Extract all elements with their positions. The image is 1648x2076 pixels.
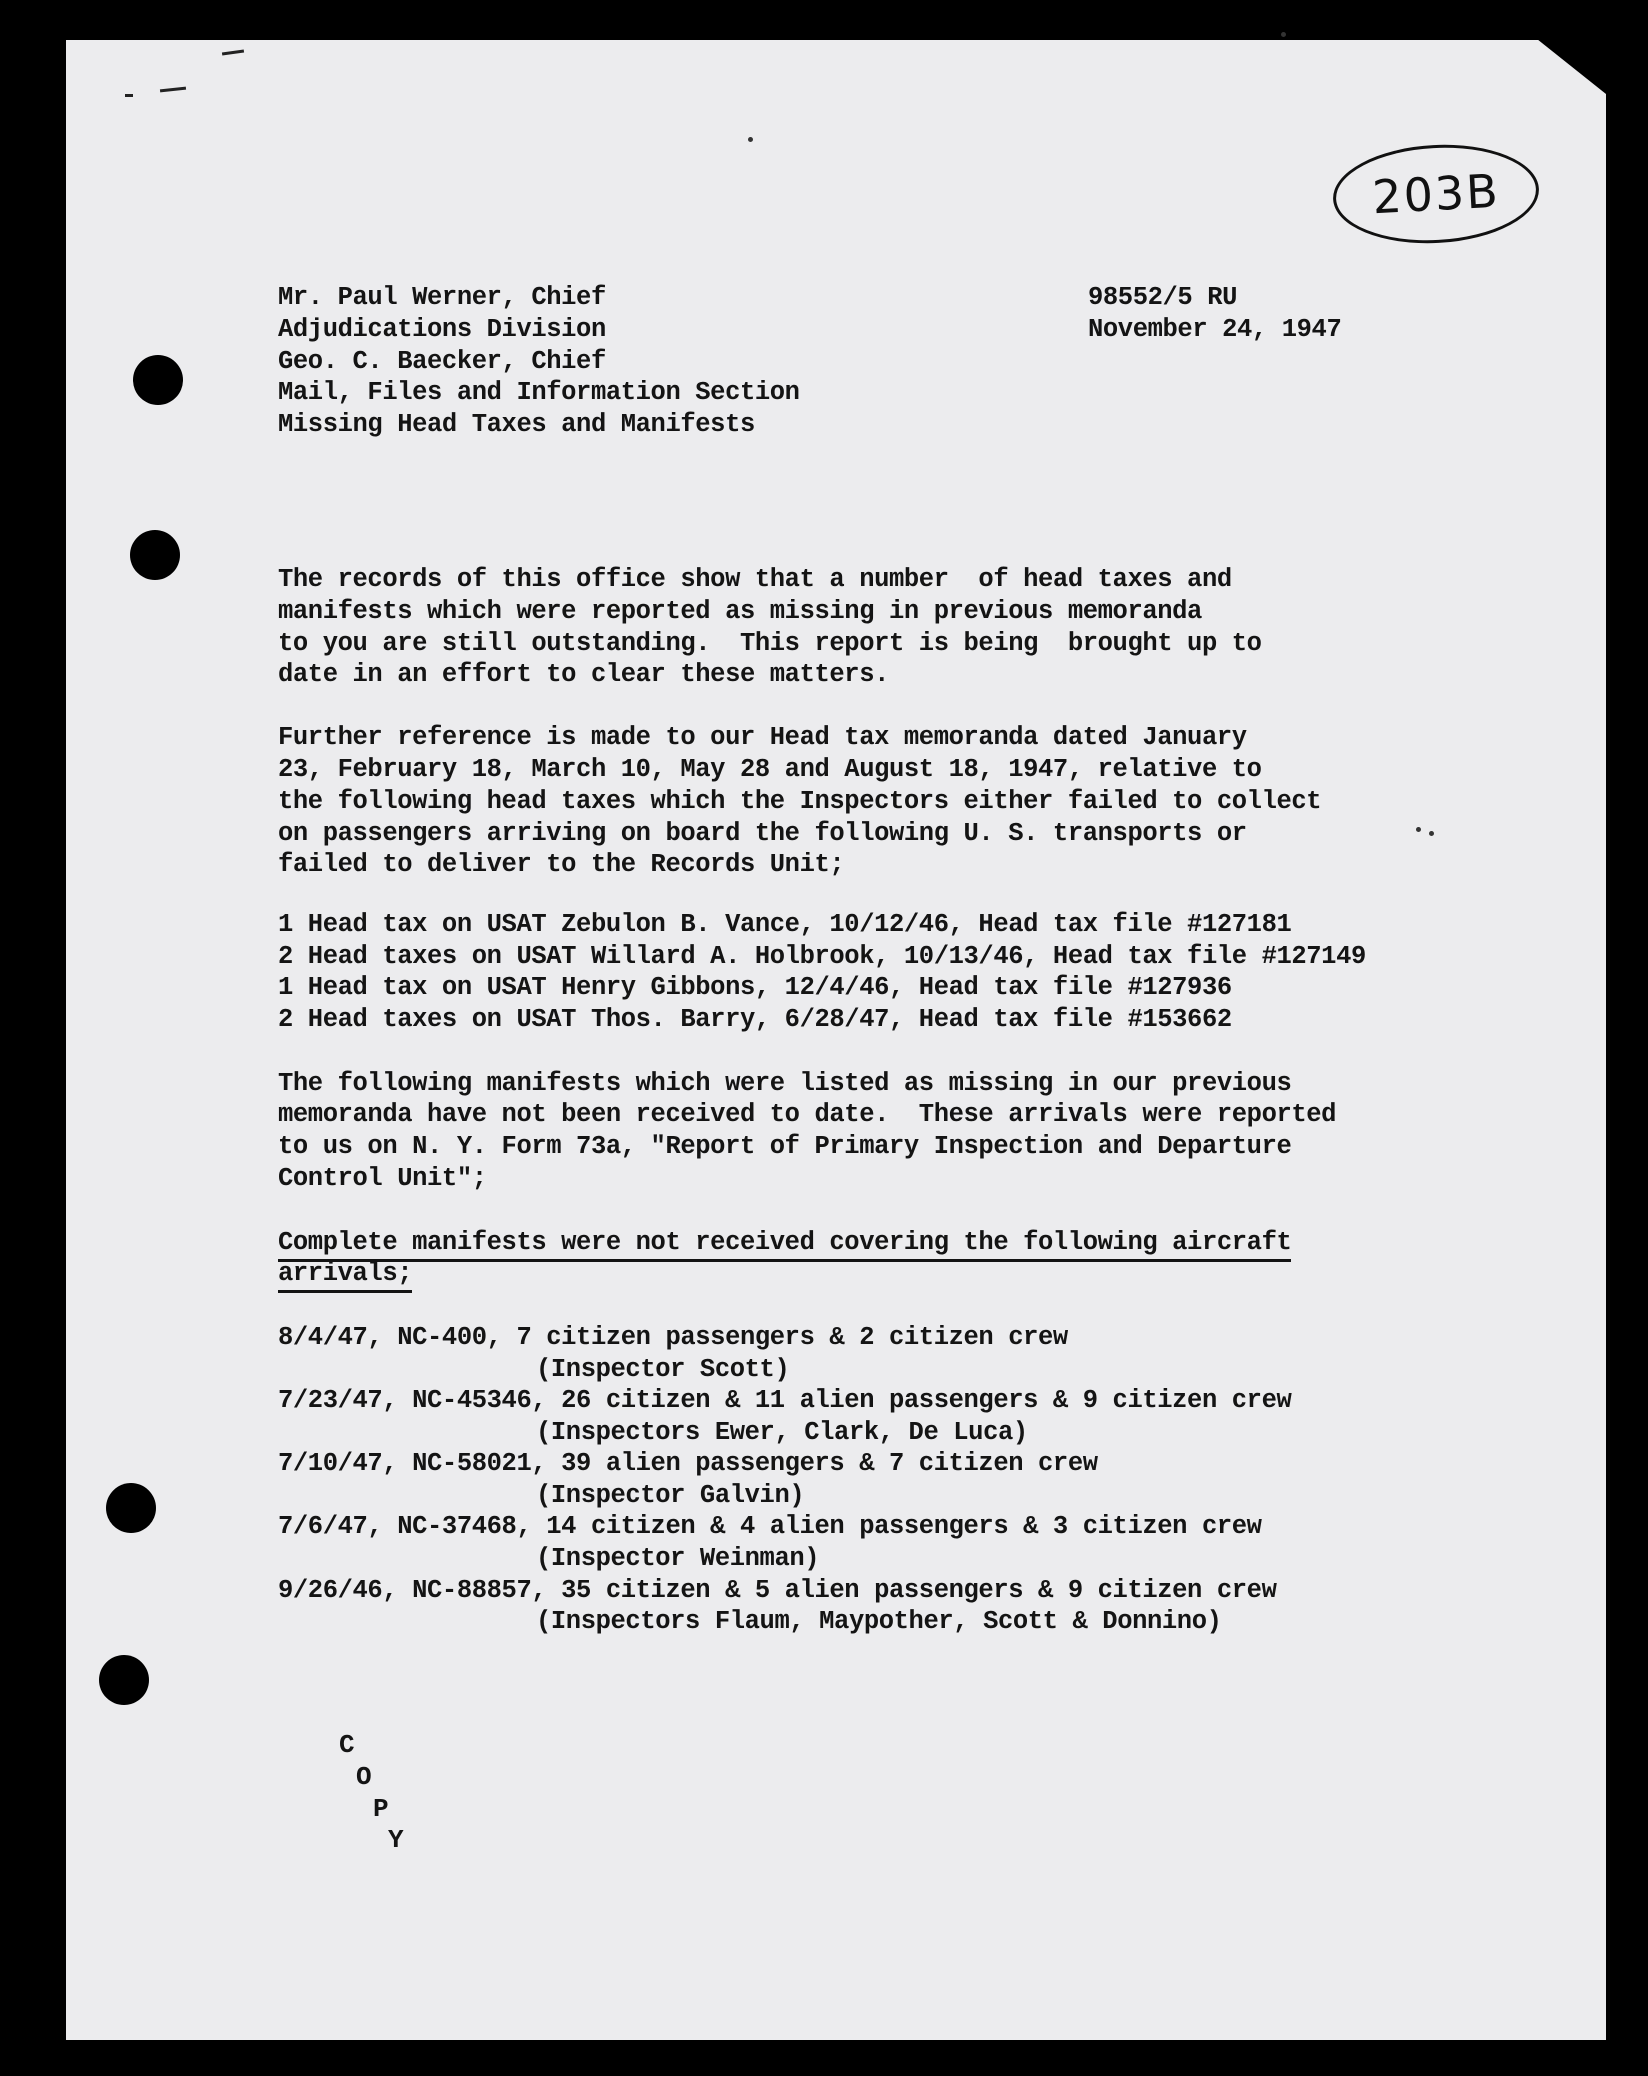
- arrival-item: 9/26/46, NC-88857, 35 citizen & 5 alien passengers & 9 citizen crew: [278, 1576, 1277, 1605]
- paragraph-line: memoranda have not been received to date. These arrivals were reported: [278, 1100, 1337, 1129]
- arrival-item: 8/4/47, NC-400, 7 citizen passengers & 2 citizen crew: [278, 1323, 1068, 1352]
- paragraph-line: The following manifests which were listed as missing in our previous: [278, 1069, 1292, 1098]
- paragraph-line: to us on N. Y. Form 73a, "Report of Primary Inspection and Departure: [278, 1132, 1292, 1161]
- paragraph-line: the following head taxes which the Inspectors either failed to collect: [278, 787, 1322, 816]
- paragraph-line: to you are still outstanding. This report is being brought up to: [278, 629, 1262, 658]
- paragraph-line: manifests which were reported as missing in previous memoranda: [278, 597, 1202, 626]
- header-to-line: Adjudications Division: [278, 315, 606, 344]
- paragraph-line: The records of this office show that a number of head taxes and: [278, 565, 1232, 594]
- paragraph-line: failed to deliver to the Records Unit;: [278, 850, 845, 879]
- arrival-item: 7/23/47, NC-45346, 26 citizen & 11 alien passengers & 9 citizen crew: [278, 1386, 1292, 1415]
- scan-mark: [160, 87, 186, 93]
- paragraph-line: 23, February 18, March 10, May 28 and August 18, 1947, relative to: [278, 755, 1262, 784]
- punch-hole: [106, 1483, 156, 1533]
- head-tax-item: 1 Head tax on USAT Henry Gibbons, 12/4/46, Head tax file #127936: [278, 973, 1232, 1002]
- arrival-item: 7/10/47, NC-58021, 39 alien passengers & 7 citizen crew: [278, 1449, 1098, 1478]
- paragraph-line: date in an effort to clear these matters.: [278, 660, 890, 689]
- arrival-inspectors: (Inspector Scott): [536, 1355, 790, 1384]
- arrival-inspectors: (Inspector Galvin): [536, 1481, 805, 1510]
- arrival-item: 7/6/47, NC-37468, 14 citizen & 4 alien passengers & 3 citizen crew: [278, 1512, 1262, 1541]
- punch-hole: [130, 530, 180, 580]
- copy-mark-letter: O: [356, 1762, 372, 1792]
- copy-mark-letter: P: [373, 1794, 389, 1824]
- copy-mark-letter: C: [339, 1730, 355, 1760]
- scan-speck: [1416, 827, 1421, 832]
- scan-mark: [222, 49, 244, 55]
- head-tax-item: 2 Head taxes on USAT Thos. Barry, 6/28/47, Head tax file #153662: [278, 1005, 1232, 1034]
- punch-hole: [99, 1655, 149, 1705]
- header-subject: Missing Head Taxes and Manifests: [278, 410, 755, 439]
- arrival-inspectors: (Inspectors Ewer, Clark, De Luca): [536, 1418, 1028, 1447]
- scan-speck: [748, 137, 753, 142]
- header-to-line: Mail, Files and Information Section: [278, 378, 800, 407]
- header-to-line: Mr. Paul Werner, Chief: [278, 283, 606, 312]
- head-tax-item: 1 Head tax on USAT Zebulon B. Vance, 10/12/46, Head tax file #127181: [278, 910, 1292, 939]
- arrival-inspectors: (Inspectors Flaum, Maypother, Scott & Donnino): [536, 1607, 1222, 1636]
- manifests-subheading-cont: arrivals;: [278, 1258, 412, 1293]
- punch-hole: [133, 355, 183, 405]
- paragraph-line: Control Unit";: [278, 1164, 487, 1193]
- paragraph-line: Further reference is made to our Head tax memoranda dated January: [278, 723, 1247, 752]
- header-to-line: Geo. C. Baecker, Chief: [278, 347, 606, 376]
- scan-speck: [1429, 831, 1434, 836]
- letter-date: November 24, 1947: [1088, 315, 1342, 344]
- copy-mark-letter: Y: [388, 1825, 404, 1855]
- file-number: 98552/5 RU: [1088, 283, 1238, 312]
- file-number-stamp: [1331, 140, 1542, 249]
- scan-mark: [125, 94, 133, 97]
- manifests-subheading: Complete manifests were not received covering the following aircraft: [278, 1227, 1291, 1262]
- head-tax-item: 2 Head taxes on USAT Willard A. Holbrook, 10/13/46, Head tax file #127149: [278, 942, 1366, 971]
- scan-speck: [1281, 32, 1286, 37]
- arrival-inspectors: (Inspector Weinman): [536, 1544, 820, 1573]
- paragraph-line: on passengers arriving on board the following U. S. transports or: [278, 819, 1247, 848]
- stamp-number: 203B: [1370, 163, 1501, 225]
